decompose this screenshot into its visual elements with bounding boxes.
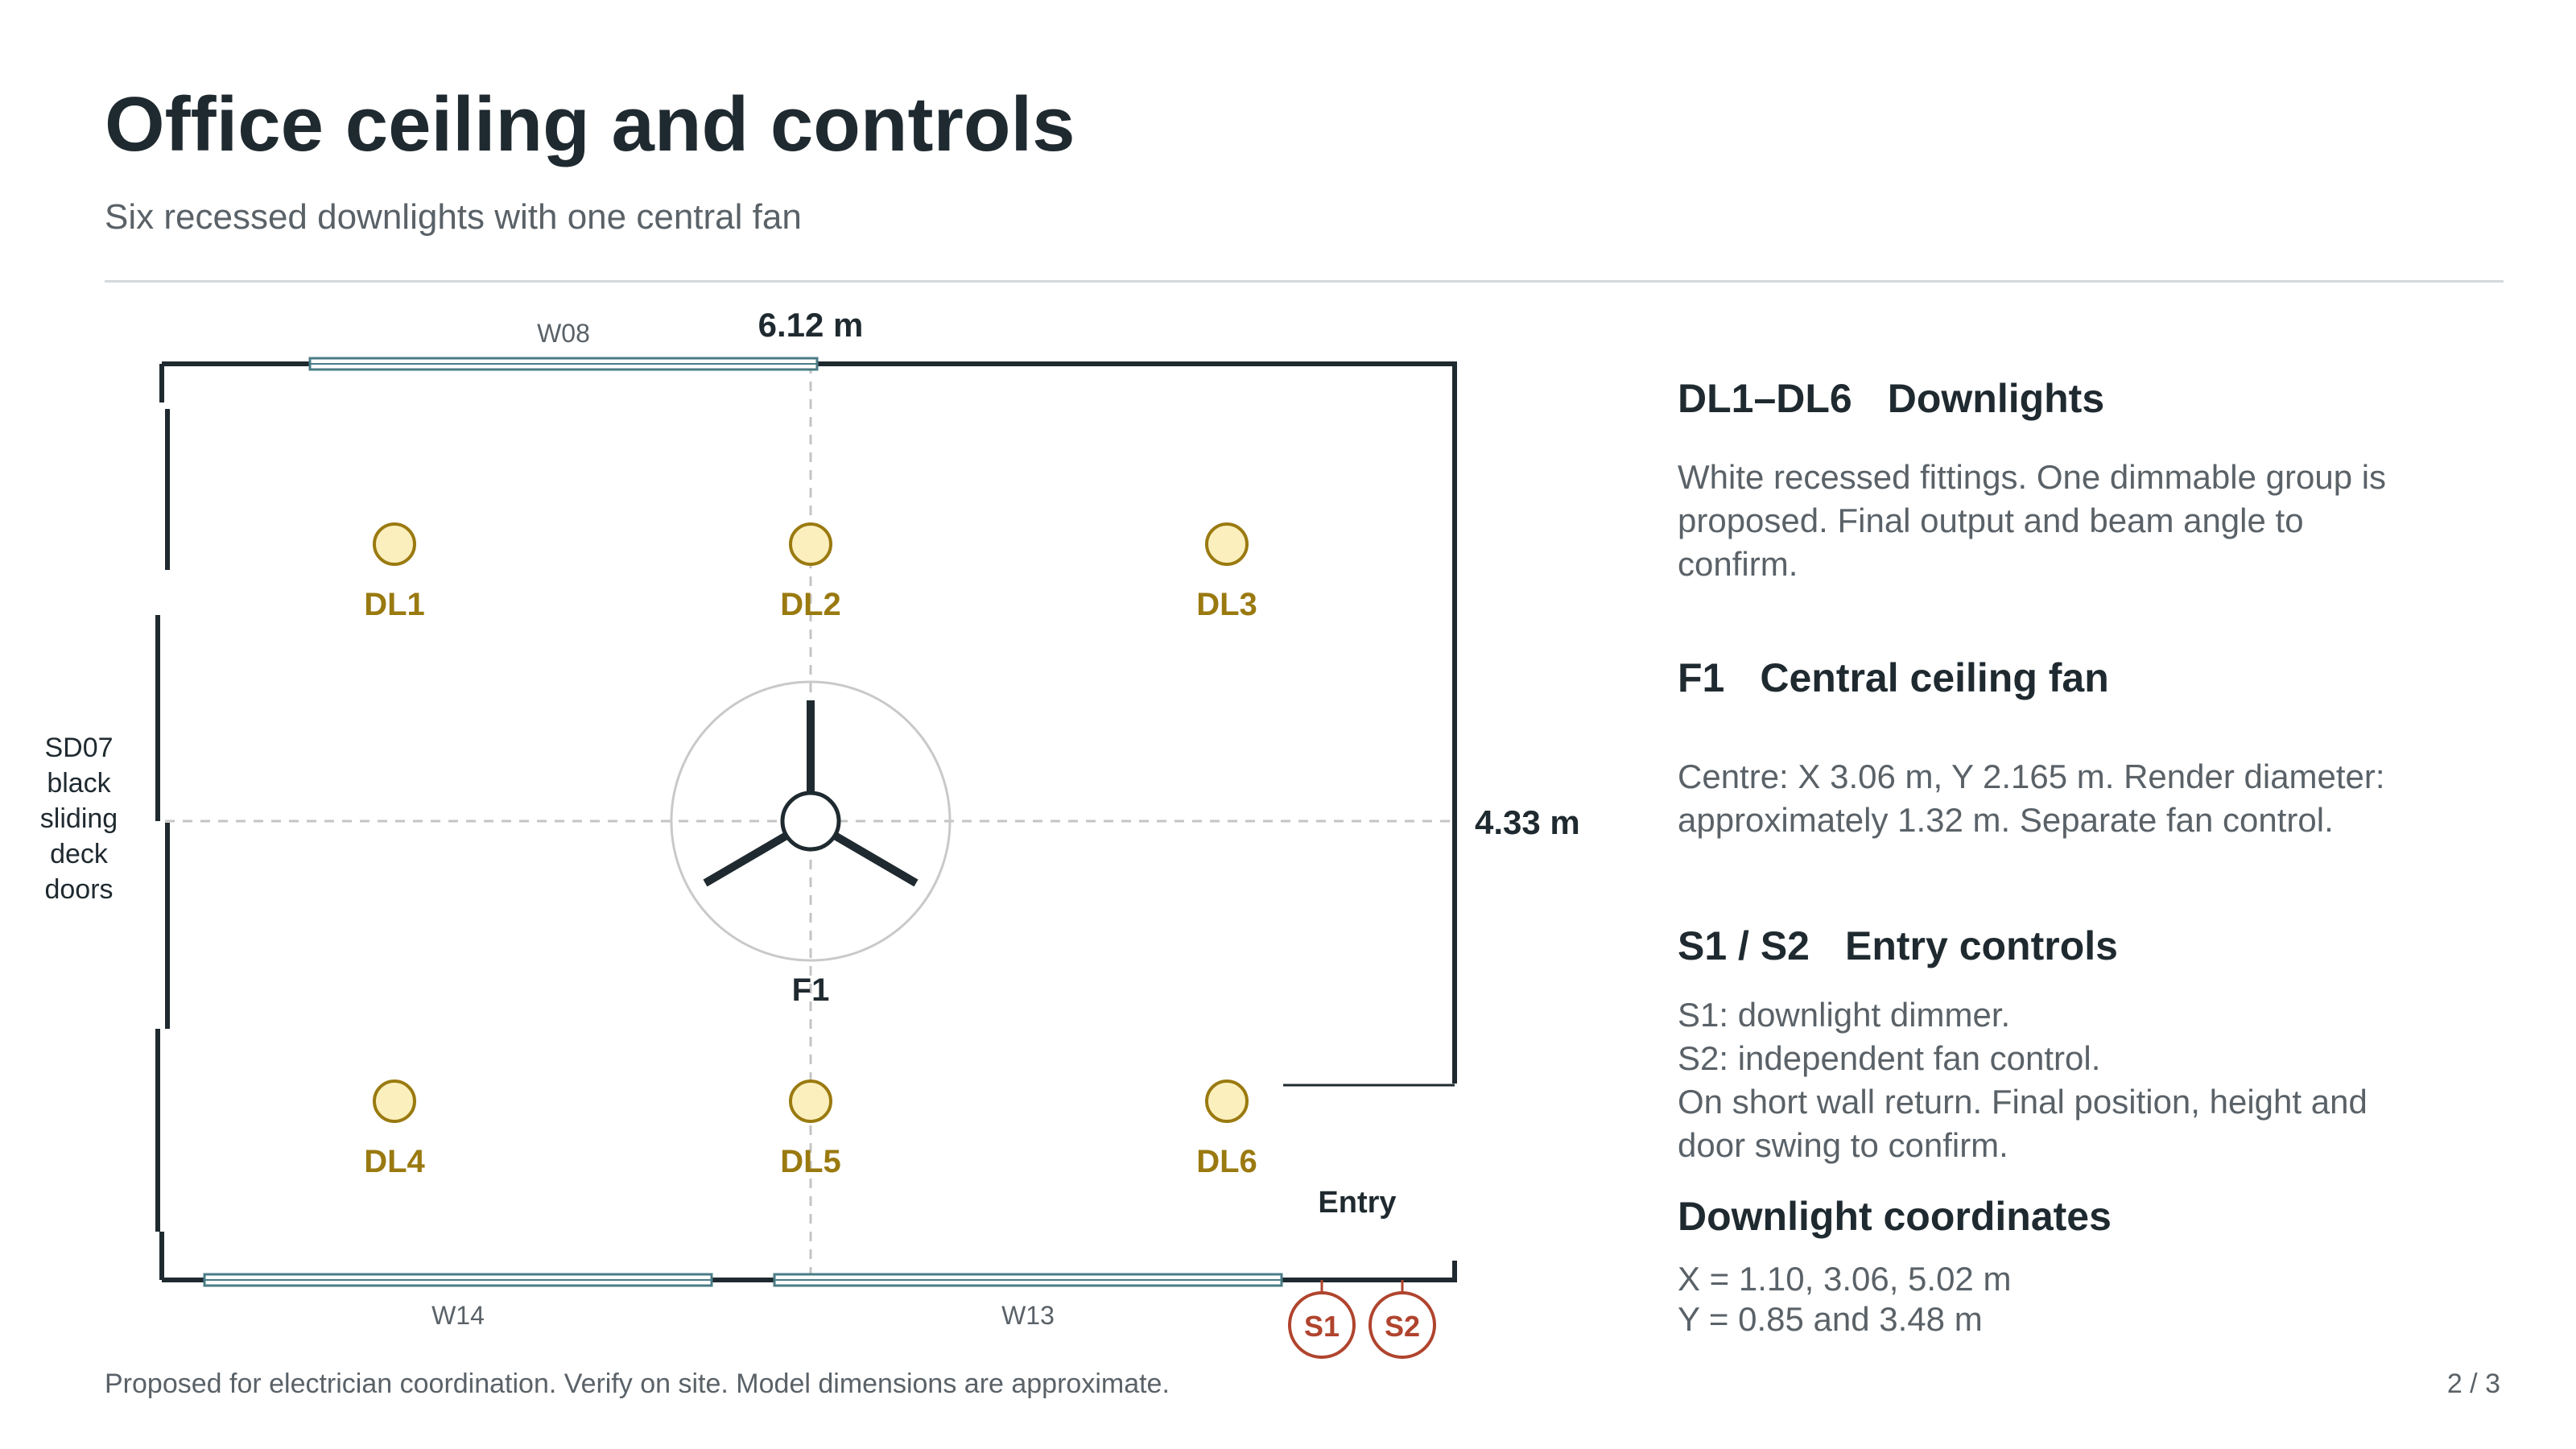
note-body-downlights — [1678, 456, 2523, 586]
window-w14 — [204, 1274, 712, 1286]
door-label-line-4: deck — [50, 839, 108, 869]
downlight-label-dl2: DL2 — [780, 587, 841, 622]
note-line: White recessed fittings. One dimmable group is — [1678, 458, 2387, 496]
downlight-dl1 — [364, 524, 425, 622]
width-dimension: 6.12 m — [758, 306, 864, 344]
note-code-controls: S1 / S2 — [1678, 923, 1810, 968]
downlight-label-dl4: DL4 — [364, 1144, 425, 1179]
note-line: X = 1.10, 3.06, 5.02 m — [1678, 1260, 2012, 1298]
downlight-dl4 — [364, 1081, 425, 1179]
note-line: S1: downlight dimmer. — [1678, 996, 2011, 1034]
door-label-line-2: black — [47, 768, 111, 799]
downlight-label-dl5: DL5 — [780, 1144, 841, 1179]
note-line: Centre: X 3.06 m, Y 2.165 m. Render diameter: — [1678, 758, 2385, 795]
note-body-fan — [1678, 755, 2523, 842]
note-name-coordinates: Downlight coordinates — [1678, 1194, 2112, 1239]
note-line: proposed. Final output and beam angle to — [1678, 502, 2304, 539]
note-line: On short wall return. Final position, height and — [1678, 1083, 2368, 1121]
fan-hub — [782, 793, 839, 849]
note-line: door swing to confirm. — [1678, 1126, 2008, 1164]
note-code-downlights: DL1–DL6 — [1678, 376, 1852, 421]
note-line: Y = 0.85 and 3.48 m — [1678, 1300, 1983, 1338]
switch-s2 — [1370, 1280, 1435, 1357]
window-label-w08: W08 — [537, 319, 590, 348]
note-body-coordinates — [1678, 1259, 2523, 1340]
note-heading-controls — [1678, 923, 2118, 969]
note-body-controls — [1678, 993, 2523, 1167]
fan-label: F1 — [791, 972, 830, 1008]
note-code-fan: F1 — [1678, 655, 1725, 700]
door-label-line-3: sliding — [39, 803, 118, 834]
note-heading-downlights — [1678, 375, 2104, 422]
downlight-dl3 — [1196, 524, 1257, 622]
note-line: confirm. — [1678, 545, 1798, 583]
note-heading-fan — [1678, 654, 2109, 701]
window-w08 — [310, 358, 817, 369]
door-label-line-1: SD07 — [44, 733, 114, 763]
switch-label-s2: S2 — [1384, 1310, 1421, 1343]
note-heading-coordinates — [1678, 1193, 2112, 1240]
door-label-line-5: doors — [44, 874, 114, 905]
downlight-dl6 — [1196, 1081, 1257, 1179]
downlight-label-dl6: DL6 — [1196, 1144, 1257, 1179]
downlight-label-dl1: DL1 — [364, 587, 425, 622]
note-line: S2: independent fan control. — [1678, 1039, 2101, 1077]
note-name-controls: Entry controls — [1845, 923, 2118, 968]
footer-note: Proposed for electrician coordination. Verify on site. Model dimensions are approximate. — [105, 1368, 1170, 1399]
downlight-label-dl3: DL3 — [1196, 587, 1257, 622]
note-line: approximately 1.32 m. Separate fan control. — [1678, 801, 2334, 839]
page-number: 2 / 3 — [2446, 1368, 2500, 1399]
switch-label-s1: S1 — [1303, 1310, 1340, 1343]
depth-dimension: 4.33 m — [1475, 803, 1580, 841]
note-name-downlights: Downlights — [1887, 376, 2105, 421]
ceiling-fan-f1 — [671, 682, 950, 1008]
window-label-w14: W14 — [431, 1301, 485, 1330]
page-title: Office ceiling and controls — [105, 81, 1075, 167]
window-label-w13: W13 — [1001, 1301, 1055, 1330]
downlight-dl2 — [780, 524, 841, 622]
note-name-fan: Central ceiling fan — [1760, 655, 2109, 700]
window-w13 — [774, 1274, 1282, 1286]
entry-label: Entry — [1318, 1186, 1397, 1220]
page-subtitle: Six recessed downlights with one central fan — [105, 197, 802, 237]
switch-s1 — [1290, 1280, 1354, 1357]
